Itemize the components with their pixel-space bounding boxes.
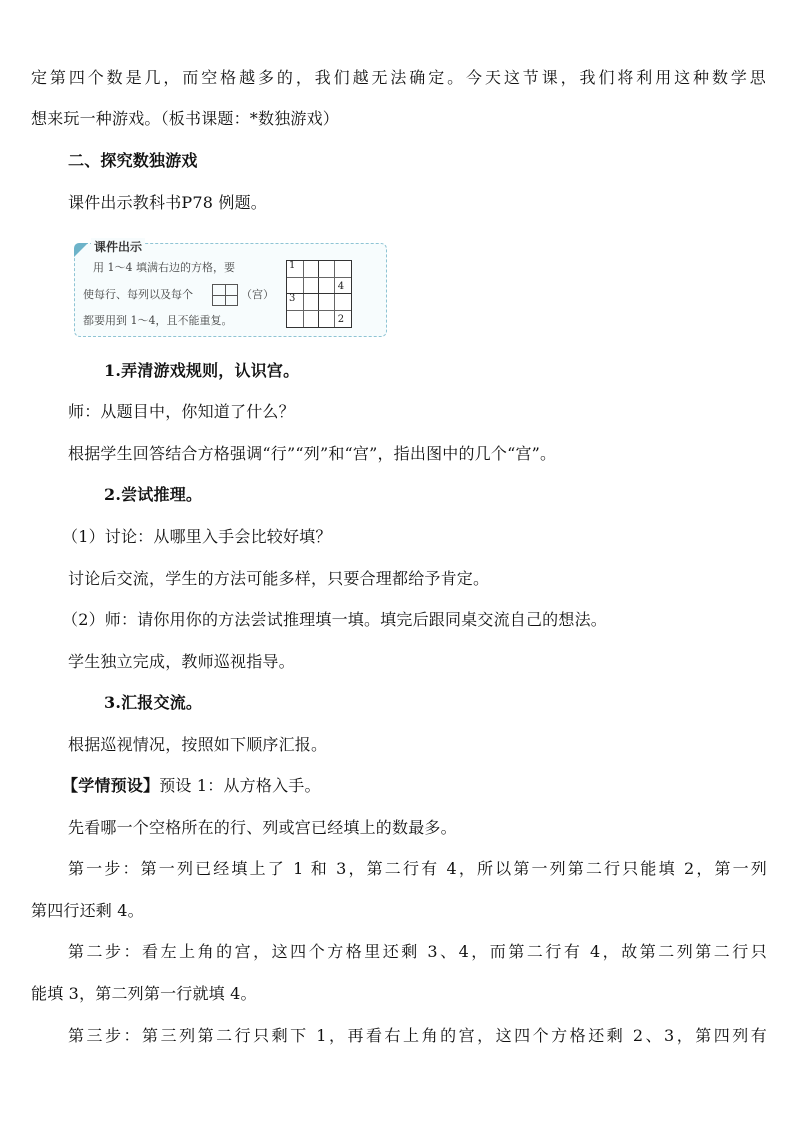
subsection-heading: 1.弄清游戏规则，认识宫。 — [104, 361, 300, 380]
sudoku-cell — [303, 308, 319, 325]
sudoku-grid — [286, 260, 352, 328]
sudoku-cell — [320, 258, 336, 275]
paragraph-line: 第三步：第三列第二行只剩下 1，再看右上角的宫，这四个方格还剩 2、3，第四列有 — [68, 1026, 767, 1045]
preset-tag: 【学情预设】 — [62, 776, 160, 795]
corner-marker-icon — [74, 243, 88, 257]
courseware-title: 课件出示 — [91, 238, 145, 255]
paragraph-line: 定第四个数是几，而空格越多的，我们越无法确定。今天这节课，我们将利用这种数学思 — [31, 68, 766, 87]
paragraph-line: （2）师：请你用你的方法尝试推理填一填。填完后跟同桌交流自己的想法。 — [62, 610, 607, 629]
sudoku-cell: 1 — [289, 260, 296, 271]
courseware-line: 用 1～4 填满右边的方格，要 — [93, 261, 235, 274]
sudoku-cell — [336, 258, 352, 275]
subsection-heading: 3.汇报交流。 — [104, 693, 203, 712]
paragraph-line: 学生独立完成，教师巡视指导。 — [68, 652, 295, 671]
sudoku-cell: 2 — [337, 313, 345, 325]
sudoku-cell — [320, 291, 336, 308]
sudoku-cell — [303, 291, 319, 308]
paragraph-line: 能填 3，第二列第一行就填 4。 — [31, 984, 257, 1003]
subsection-heading: 2.尝试推理。 — [104, 485, 203, 504]
sudoku-cell — [336, 291, 352, 308]
sudoku-cell: 3 — [289, 293, 296, 305]
paragraph-line: （1）讨论：从哪里入手会比较好填？ — [62, 527, 332, 546]
courseware-line: （宫） — [241, 288, 274, 301]
paragraph-line: 第二步：看左上角的宫，这四个方格里还剩 3、4，而第二行有 4，故第二列第二行只 — [68, 942, 767, 961]
courseware-line: 都要用到 1～4，且不能重复。 — [83, 314, 233, 327]
paragraph-line: 讨论后交流，学生的方法可能多样，只要合理都给予肯定。 — [68, 569, 490, 588]
paragraph-line: 先看哪一个空格所在的行、列或宫已经填上的数最多。 — [68, 818, 457, 837]
paragraph-line: 师：从题目中，你知道了什么？ — [68, 402, 295, 421]
paragraph-line: 【学情预设】预设 1：从方格入手。 — [62, 776, 321, 795]
paragraph-line: 想来玩一种游戏。（板书课题：*数独游戏） — [31, 109, 340, 128]
paragraph-line: 课件出示教科书P78 例题。 — [68, 193, 268, 212]
paragraph-line: 第一步：第一列已经填上了 1 和 3，第二行有 4，所以第一列第二行只能填 2，第一列 — [68, 859, 767, 878]
sudoku-cell — [303, 258, 319, 275]
sudoku-cell — [287, 308, 303, 325]
paragraph-line: 根据学生回答结合方格强调“行”“列”和“宫”，指出图中的几个“宫”。 — [68, 444, 557, 463]
section-heading: 二、探究数独游戏 — [68, 151, 198, 170]
paragraph-line: 第四行还剩 4。 — [31, 901, 144, 920]
paragraph-line: 根据巡视情况，按照如下顺序汇报。 — [68, 735, 328, 754]
sudoku-cell — [303, 275, 319, 292]
sudoku-cell: 4 — [337, 280, 345, 292]
sudoku-cell — [287, 275, 303, 292]
palace-grid-icon — [212, 284, 238, 306]
courseware-line: 使每行、每列以及每个 — [83, 288, 193, 301]
